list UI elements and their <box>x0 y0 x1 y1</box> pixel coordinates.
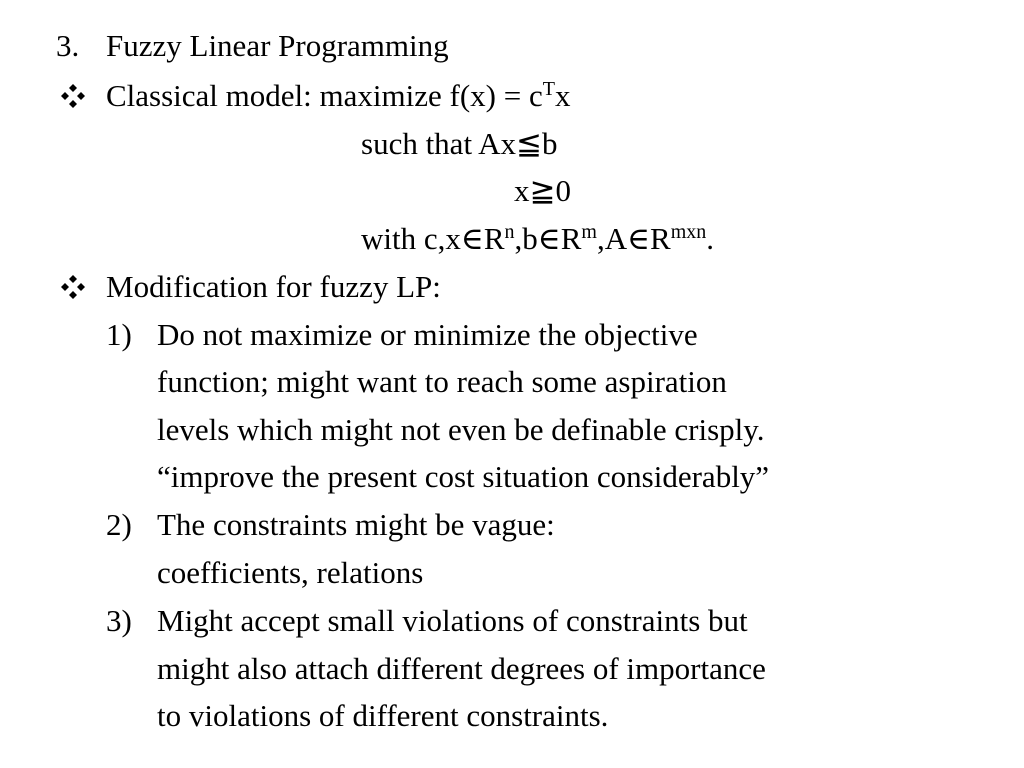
domain-sup-n: n <box>504 221 515 243</box>
domain-part-4: . <box>706 221 715 256</box>
four-diamond-bullet-icon <box>60 83 86 109</box>
modification-heading: Modification for fuzzy LP: <box>106 269 441 304</box>
domain-part-1: with c,x∈R <box>361 221 505 256</box>
constraint-ax-le-b: such that Ax≦b <box>361 126 558 161</box>
section-number: 3. <box>56 28 80 63</box>
item-3-line-1: Might accept small violations of constraints but <box>157 603 748 638</box>
item-1-line-3: levels which might not even be definable crisply. <box>157 412 765 447</box>
domain-part-3: ,A∈R <box>596 221 671 256</box>
domain-sup-m: m <box>581 221 597 243</box>
item-1-line-4: “improve the present cost situation considerably” <box>157 459 770 494</box>
domain-line <box>361 215 714 263</box>
item-1-line-1: Do not maximize or minimize the objective <box>157 317 698 352</box>
item-number: 3) <box>106 603 132 638</box>
constraint-x-ge-0: x≧0 <box>514 173 571 208</box>
four-diamond-bullet-icon <box>60 274 86 300</box>
classical-model-text: Classical model: maximize f(x) = c <box>106 78 543 113</box>
item-number: 2) <box>106 507 132 542</box>
item-3-line-2: might also attach different degrees of importance <box>157 651 766 686</box>
item-2-line-1: The constraints might be vague: <box>157 507 555 542</box>
item-3-line-3: to violations of different constraints. <box>157 698 609 733</box>
item-number: 1) <box>106 317 132 352</box>
item-2-line-2: coefficients, relations <box>157 555 424 590</box>
section-title: Fuzzy Linear Programming <box>106 28 449 63</box>
domain-sup-mxn: mxn <box>670 221 707 243</box>
transpose-superscript: T <box>542 78 555 100</box>
item-1-line-2: function; might want to reach some aspiration <box>157 364 727 399</box>
classical-model-line <box>106 72 570 120</box>
classical-model-tail: x <box>554 78 571 113</box>
domain-part-2: ,b∈R <box>514 221 582 256</box>
